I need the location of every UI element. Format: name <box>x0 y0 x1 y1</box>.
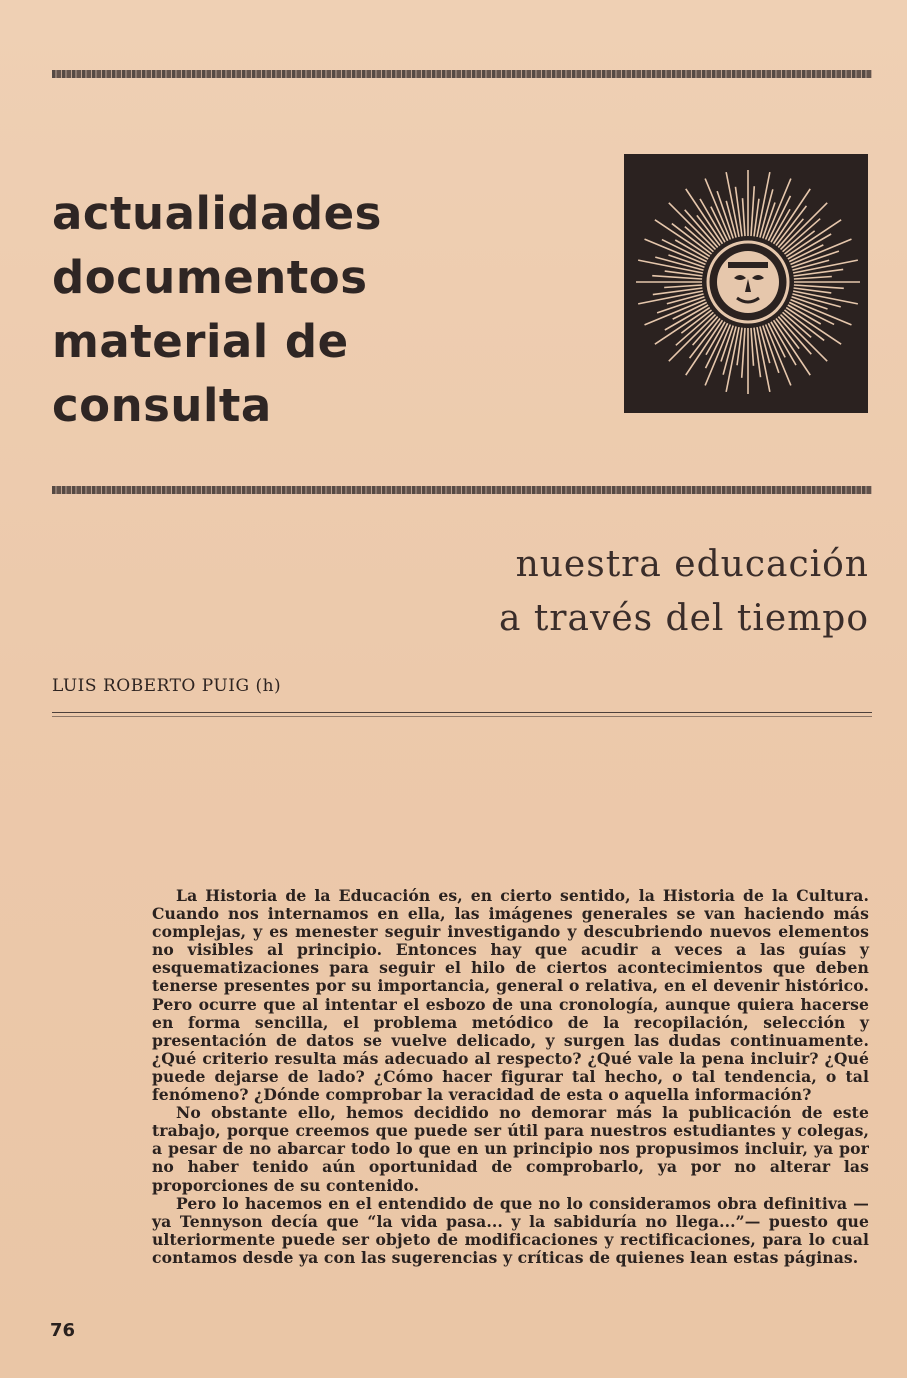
section-heading-line: documentos <box>52 251 368 304</box>
article-title-line-2: a través del tiempo <box>498 598 869 639</box>
section-heading-line: consulta <box>52 379 272 432</box>
section-heading <box>52 182 392 438</box>
decorative-rule-top <box>52 70 872 78</box>
section-heading-line: actualidades <box>52 187 382 240</box>
sun-face-emblem-icon <box>624 154 868 413</box>
sun-face-emblem-icon <box>624 154 868 413</box>
article-author: LUIS ROBERTO PUIG (h) <box>52 676 282 696</box>
section-heading-line: material de <box>52 315 349 368</box>
article-body <box>152 887 869 1267</box>
article-paragraph: La Historia de la Educación es, en cierto sentido, la Historia de la Cultura. Cuando nos internamos en ella, las imágenes generales se van haciendo más complejas, y es menester seguir investigando y descubriendo nuevos elementos no visibles al principio. Entonces hay que acudir a veces a las guías y esquematizaciones para seguir el hilo de ciertos acontecimientos que deben tenerse presentes por su importancia, general o relativa, en el devenir histórico. Pero ocurre que al intentar el esbozo de una cronología, aunque quiera hacerse en forma sencilla, el problema metódico de la recopilación, selección y presentación de datos se vuelve delicado, y surgen las dudas continuamente. ¿Qué criterio resulta más adecuado al respecto? ¿Qué vale la pena incluir? ¿Qué puede dejarse de lado? ¿Cómo hacer figurar tal hecho, o tal tendencia, o tal fenómeno? ¿Dónde comprobar la veracidad de esta o aquella información? <box>152 886 869 1105</box>
article-paragraph: No obstante ello, hemos decidido no demorar más la publicación de este trabajo, porque creemos que puede ser útil para nuestros estudiantes y colegas, a pesar de no abarcar todo lo que en un principio nos propusimos incluir, ya por no haber tenido aún oportunidad de comprobarlo, ya por no alterar las proporciones de su contenido. <box>152 1103 869 1195</box>
author-rule-secondary <box>52 716 872 717</box>
page-number: 76 <box>50 1320 76 1341</box>
article-paragraph: Pero lo hacemos en el entendido de que no lo consideramos obra definitiva —ya Tennyson decía que “la vida pasa... y la sabiduría no llega...”— puesto que ulteriormente puede ser objeto de modificaciones y rectificaciones, para lo cual contamos desde ya con las sugerencias y críticas de quienes lean estas páginas. <box>152 1193 869 1267</box>
article-title <box>499 538 869 646</box>
author-rule <box>52 712 872 713</box>
decorative-rule-middle <box>52 486 872 494</box>
article-title-line-1: nuestra educación <box>515 544 869 585</box>
